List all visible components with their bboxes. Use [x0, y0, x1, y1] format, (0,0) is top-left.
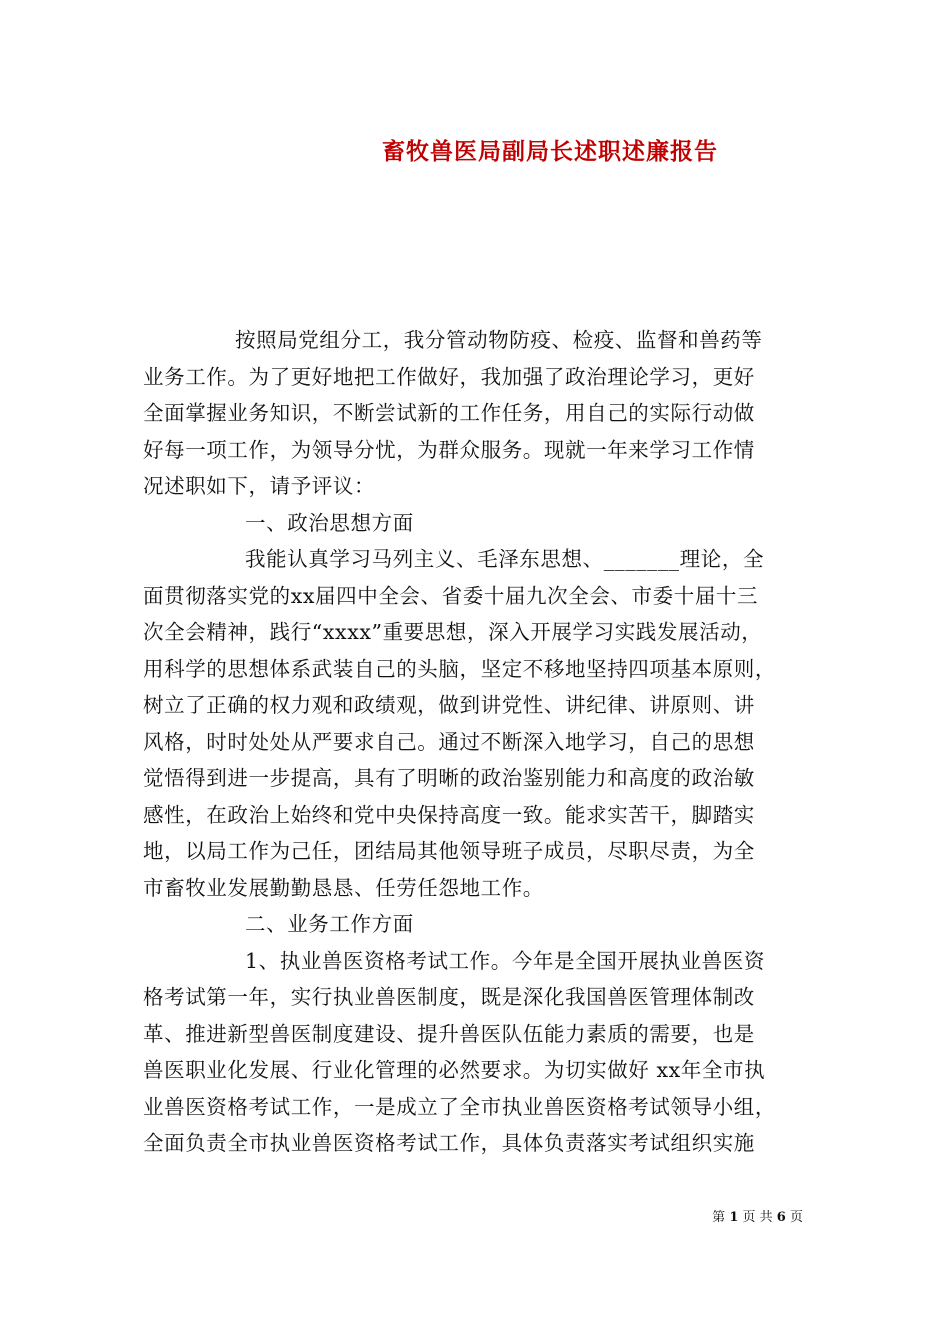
- paragraph-line: 业务工作。为了更好地把工作做好，我加强了政治理论学习，更好: [143, 364, 755, 389]
- paragraph-line: 格考试第一年，实行执业兽医制度，既是深化我国兽医管理体制改: [143, 985, 755, 1009]
- current-page-number: 1: [729, 1210, 739, 1225]
- paragraph-line: 按照局党组分工，我分管动物防疫、检疫、监督和兽药等: [235, 328, 763, 352]
- paragraph-line: 业兽医资格考试工作，一是成立了全市执业兽医资格考试领导小组，: [143, 1094, 776, 1119]
- paragraph-line: 风格，时时处处从严要求自己。通过不断深入地学习，自己的思想: [143, 729, 755, 754]
- paragraph-line: 面贯彻落实党的xx届四中全会、省委十届九次全会、市委十届十三: [143, 583, 759, 608]
- section-heading: 一、政治思想方面: [245, 510, 414, 535]
- paragraph-line: 树立了正确的权力观和政绩观，做到讲党性、讲纪律、讲原则、讲: [143, 693, 755, 717]
- paragraph-line: 好每一项工作，为领导分忧，为群众服务。现就一年来学习工作情: [143, 437, 755, 462]
- paragraph-line: 全面负责全市执业兽医资格考试工作，具体负责落实考试组织实施: [143, 1131, 755, 1155]
- total-page-number: 6: [776, 1210, 786, 1225]
- paragraph-line: 全面掌握业务知识，不断尝试新的工作任务，用自己的实际行动做: [143, 401, 755, 425]
- document-body: [143, 322, 808, 1162]
- paragraph-line: 觉悟得到进一步提高，具有了明晰的政治鉴别能力和高度的政治敏: [143, 766, 755, 790]
- page-footer: [712, 1206, 803, 1225]
- paragraph-line: 市畜牧业发展勤勤恳恳、任劳任怨地工作。: [143, 875, 544, 900]
- paragraph-line: 地，以局工作为己任，团结局其他领导班子成员，尽职尽责，为全: [143, 839, 755, 863]
- document-title: 畜牧兽医局副局长述职述廉报告: [382, 138, 718, 165]
- footer-suffix: 页: [789, 1210, 803, 1225]
- footer-middle: 页 共: [742, 1210, 773, 1225]
- paragraph-line: 革、推进新型兽医制度建设、提升兽医队伍能力素质的需要，也是: [143, 1021, 755, 1046]
- paragraph-line: 感性，在政治上始终和党中央保持高度一致。能求实苦干，脚踏实: [143, 802, 755, 827]
- paragraph-line: 况述职如下，请予评议：: [143, 474, 376, 498]
- section-heading: 二、业务工作方面: [245, 912, 414, 936]
- paragraph-line: 我能认真学习马列主义、毛泽东思想、_______理论，全: [245, 547, 765, 571]
- footer-prefix: 第: [712, 1210, 726, 1225]
- paragraph-line: 兽医职业化发展、行业化管理的必然要求。为切实做好 xx年全市执: [143, 1058, 766, 1082]
- paragraph-line: 1、执业兽医资格考试工作。今年是全国开展执业兽医资: [245, 948, 766, 973]
- paragraph-line: 用科学的思想体系武装自己的头脑，坚定不移地坚持四项基本原则，: [143, 656, 776, 681]
- paragraph-line: 次全会精神，践行“xxxx”重要思想，深入开展学习实践发展活动，: [143, 620, 763, 644]
